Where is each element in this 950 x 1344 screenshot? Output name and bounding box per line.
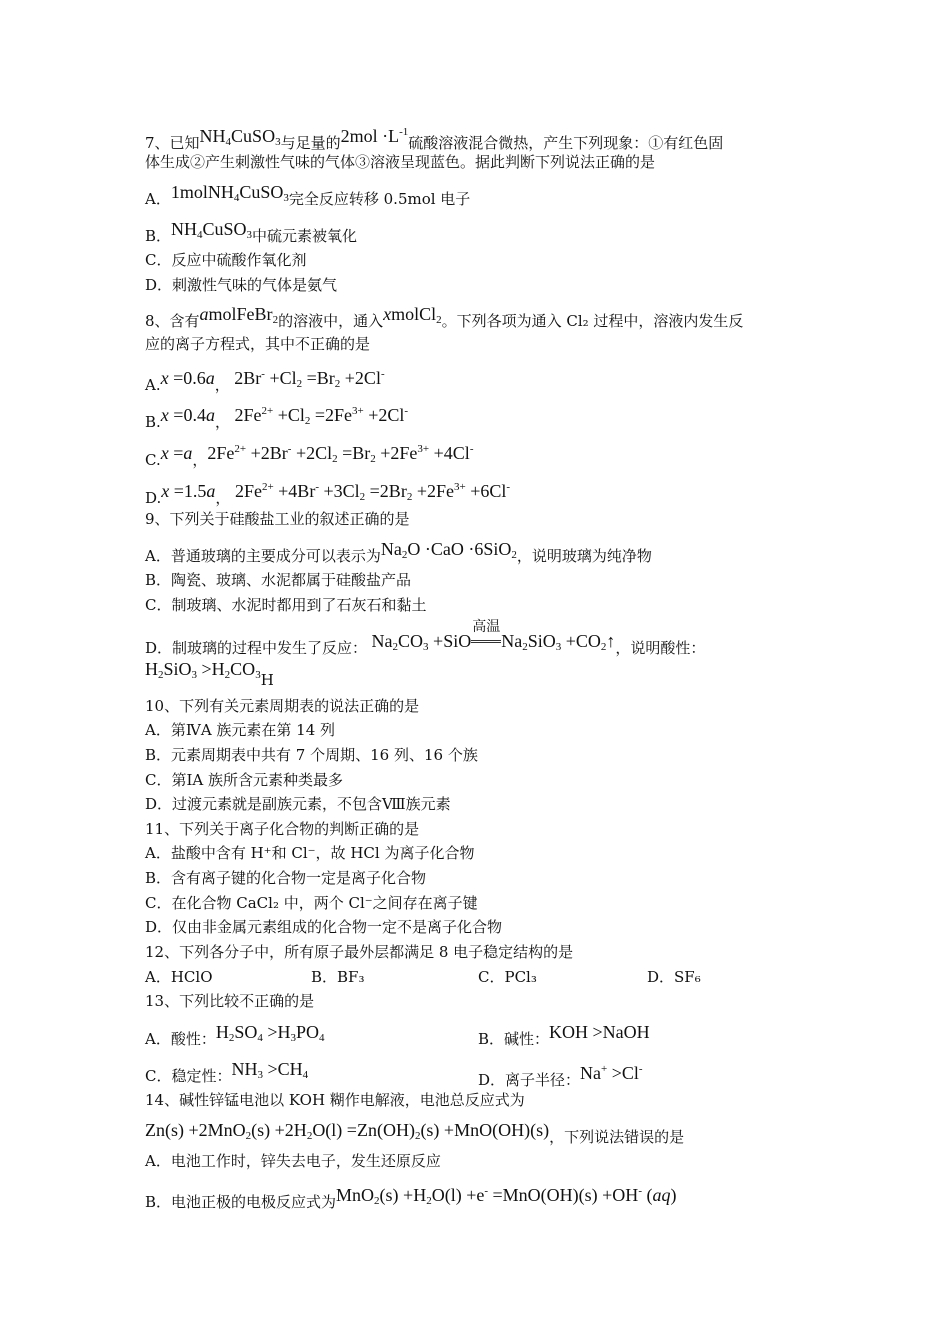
q10-option-d: D．过渡元素就是副族元素，不包含Ⅷ族元素 bbox=[145, 795, 451, 813]
q7-option-d: D．刺激性气味的气体是氨气 bbox=[145, 276, 338, 294]
q9-option-a: A．普通玻璃的主要成分可以表示为$Na_2O \cdot CaO \cdot 6SiO_2$，说明玻璃为纯净物 bbox=[145, 539, 652, 565]
equation-8a: $2Br^- +Cl_2 =Br_2 +2Cl^-$ bbox=[229, 368, 385, 390]
equation-14b: $MnO_2(s) +H_2O(l) +e^- =MnO(OH)(s) +OH^-$ (aq) bbox=[336, 1185, 677, 1207]
formula-13c: $NH_3 >CH_4$ bbox=[231, 1059, 309, 1081]
q9-stem: 9、下列关于硅酸盐工业的叙述正确的是 bbox=[145, 510, 410, 528]
formula-x-0.4a: x =0.4a bbox=[160, 405, 215, 425]
q9-option-c: C．制玻璃、水泥时都用到了石灰石和黏土 bbox=[145, 596, 427, 614]
q12-option-a: A．HClO bbox=[145, 968, 213, 986]
q11-option-b: B．含有离子键的化合物一定是离子化合物 bbox=[145, 869, 427, 887]
q10-option-a: A．第ⅣA 族元素在第 14 列 bbox=[145, 721, 336, 739]
equation-8b: $2Fe^{2+} +Cl_2 =2Fe^{3+} +2Cl^-$ bbox=[229, 405, 409, 427]
q12-stem: 12、下列各分子中，所有原子最外层都满足 8 电子稳定结构的是 bbox=[145, 943, 574, 961]
q13-stem: 13、下列比较不正确的是 bbox=[145, 992, 315, 1010]
formula-a-mol-febr2: amolFeBr$_2$ bbox=[199, 304, 279, 326]
formula-nh4cuso3-b: $NH_4CuSO_3$ bbox=[171, 219, 253, 241]
q7-stem-line2: 体生成②产生刺激性气味的气体③溶液呈现蓝色。据此判断下列说法正确的是 bbox=[145, 153, 656, 171]
q13-option-c: C．稳定性：$NH_3 >CH_4$ bbox=[145, 1059, 309, 1085]
q10-option-b: B．元素周期表中共有 7 个周期、16 列、16 个族 bbox=[145, 746, 478, 764]
q13-option-d: D．离子半径：Na+ >Cl- bbox=[478, 1063, 643, 1089]
formula-nh4cuso3: $NH_4CuSO_3$ bbox=[199, 126, 281, 148]
formula-13b: KOH >NaOH bbox=[549, 1022, 650, 1042]
equation-9d: $Na_2CO_3 +SiO$ 高温 $Na_2SiO_3$ $+CO_2↑$ bbox=[367, 620, 616, 653]
q8-stem-line1: 8、含有amolFeBr$_2$的溶液中，通入xmolCl$_2$。下列各项为通入 Cl₂ 过程中，溶液内发生反 bbox=[145, 304, 744, 330]
q14-stem: 14、碱性锌锰电池以 KOH 糊作电解液，电池总反应式为 bbox=[145, 1091, 525, 1109]
q9-option-b: B．陶瓷、玻璃、水泥都属于硅酸盐产品 bbox=[145, 571, 412, 589]
q13-row1 bbox=[145, 1022, 845, 1048]
formula-x-mol-cl2: xmolCl$_2$ bbox=[383, 304, 442, 326]
formula-x-1.5a: x =1.5a bbox=[161, 481, 216, 501]
q13-row2 bbox=[145, 1059, 845, 1089]
q7-option-c: C．反应中硫酸作氧化剂 bbox=[145, 251, 307, 269]
q8-option-c: C.x =a，$2Fe^{2+} +2Br^- +2Cl_2 =Br_2 +2Fe^{3+} +4Cl^-$ bbox=[145, 443, 474, 469]
formula-acid-compare: $H_2SiO_3 >H_2CO_3$ bbox=[145, 659, 261, 681]
q7-option-a: A．1molNH$_4$CuSO$_3$完全反应转移 0.5mol 电子 bbox=[145, 182, 471, 208]
formula-1mol-nh4cuso3: 1molNH$_4$CuSO$_3$ bbox=[170, 182, 289, 204]
q14-option-a: A．电池工作时，锌失去电子，发生还原反应 bbox=[145, 1152, 441, 1170]
q12-option-c: C．PCl₃ bbox=[478, 968, 537, 986]
formula-2mol-per-l: $2mol \cdot L^{-1}$ bbox=[340, 126, 409, 146]
q12-option-b: B．BF₃ bbox=[311, 968, 365, 986]
q11-option-c: C．在化合物 CaCl₂ 中，两个 Cl⁻之间存在离子键 bbox=[145, 894, 478, 912]
equation-8c: $2Fe^{2+} +2Br^- +2Cl_2 =Br_2 +2Fe^{3+} +4Cl^-$ bbox=[207, 443, 474, 465]
q14-option-b: B．电池正极的电极反应式为$MnO_2(s) +H_2O(l) +e^- =MnO(OH)(s) +OH^-$ (aq) bbox=[145, 1185, 677, 1211]
q12-option-d: D．SF₆ bbox=[647, 968, 701, 986]
q8-stem-line2: 应的离子方程式，其中不正确的是 bbox=[145, 335, 371, 353]
formula-x-0.6a: x =0.6a bbox=[160, 368, 215, 388]
equation-8d: $2Fe^{2+} +4Br^- +3Cl_2 =2Br_2 +2Fe^{3+} +6Cl^-$ bbox=[230, 481, 511, 503]
q9-option-d-cont: $H_2SiO_3 >H_2CO_3H$ bbox=[145, 659, 274, 689]
q8-option-a: A.x =0.6a， $2Br^- +Cl_2 =Br_2 +2Cl^-$ bbox=[145, 368, 385, 394]
formula-13d: Na+ >Cl- bbox=[580, 1063, 643, 1083]
q14-equation-line: $Zn(s) +2MnO_2(s) +2H_2O(l) =Zn(OH)_2(s) +MnO(OH)(s)$，下列说法错误的是 bbox=[145, 1120, 685, 1146]
q11-stem: 11、下列关于离子化合物的判断正确的是 bbox=[145, 820, 420, 838]
q9-option-d: D．制玻璃的过程中发生了反应： $Na_2CO_3 +SiO$ 高温 $Na_2SiO_3$ $+CO_2↑$，说明酸性： bbox=[145, 620, 706, 657]
formula-x-a: x =a bbox=[160, 443, 193, 463]
formula-glass: $Na_2O \cdot CaO \cdot 6SiO_2$ bbox=[380, 539, 517, 561]
equation-14: $Zn(s) +2MnO_2(s) +2H_2O(l) =Zn(OH)_2(s) +MnO(OH)(s)$ bbox=[145, 1120, 550, 1142]
q7-stem-line1: 7、已知$NH_4CuSO_3$与足量的$2mol \cdot L^{-1}$硫酸溶液混合微热，产生下列现象：①有红色固 bbox=[145, 126, 724, 152]
q8-option-b: B.x =0.4a， $2Fe^{2+} +Cl_2 =2Fe^{3+} +2Cl^-$ bbox=[145, 405, 409, 431]
q11-option-d: D．仅由非金属元素组成的化合物一定不是离子化合物 bbox=[145, 918, 503, 936]
q12-options bbox=[145, 967, 845, 987]
formula-13a: $H_2SO_4 >H_3PO_4$ bbox=[215, 1022, 325, 1044]
q13-option-b: B．碱性：KOH >NaOH bbox=[478, 1022, 650, 1048]
q11-option-a: A．盐酸中含有 H⁺和 Cl⁻，故 HCl 为离子化合物 bbox=[145, 844, 475, 862]
q10-stem: 10、下列有关元素周期表的说法正确的是 bbox=[145, 697, 420, 715]
q10-option-c: C．第ⅠA 族所含元素种类最多 bbox=[145, 771, 344, 789]
reaction-condition: 高温 bbox=[472, 620, 501, 635]
q8-option-d: D.x =1.5a， $2Fe^{2+} +4Br^- +3Cl_2 =2Br_2 +2Fe^{3+} +6Cl^-$ bbox=[145, 481, 511, 507]
q7-option-b: B．$NH_4CuSO_3$中硫元素被氧化 bbox=[145, 219, 358, 245]
q13-option-a: A．酸性：$H_2SO_4 >H_3PO_4$ bbox=[145, 1022, 325, 1048]
